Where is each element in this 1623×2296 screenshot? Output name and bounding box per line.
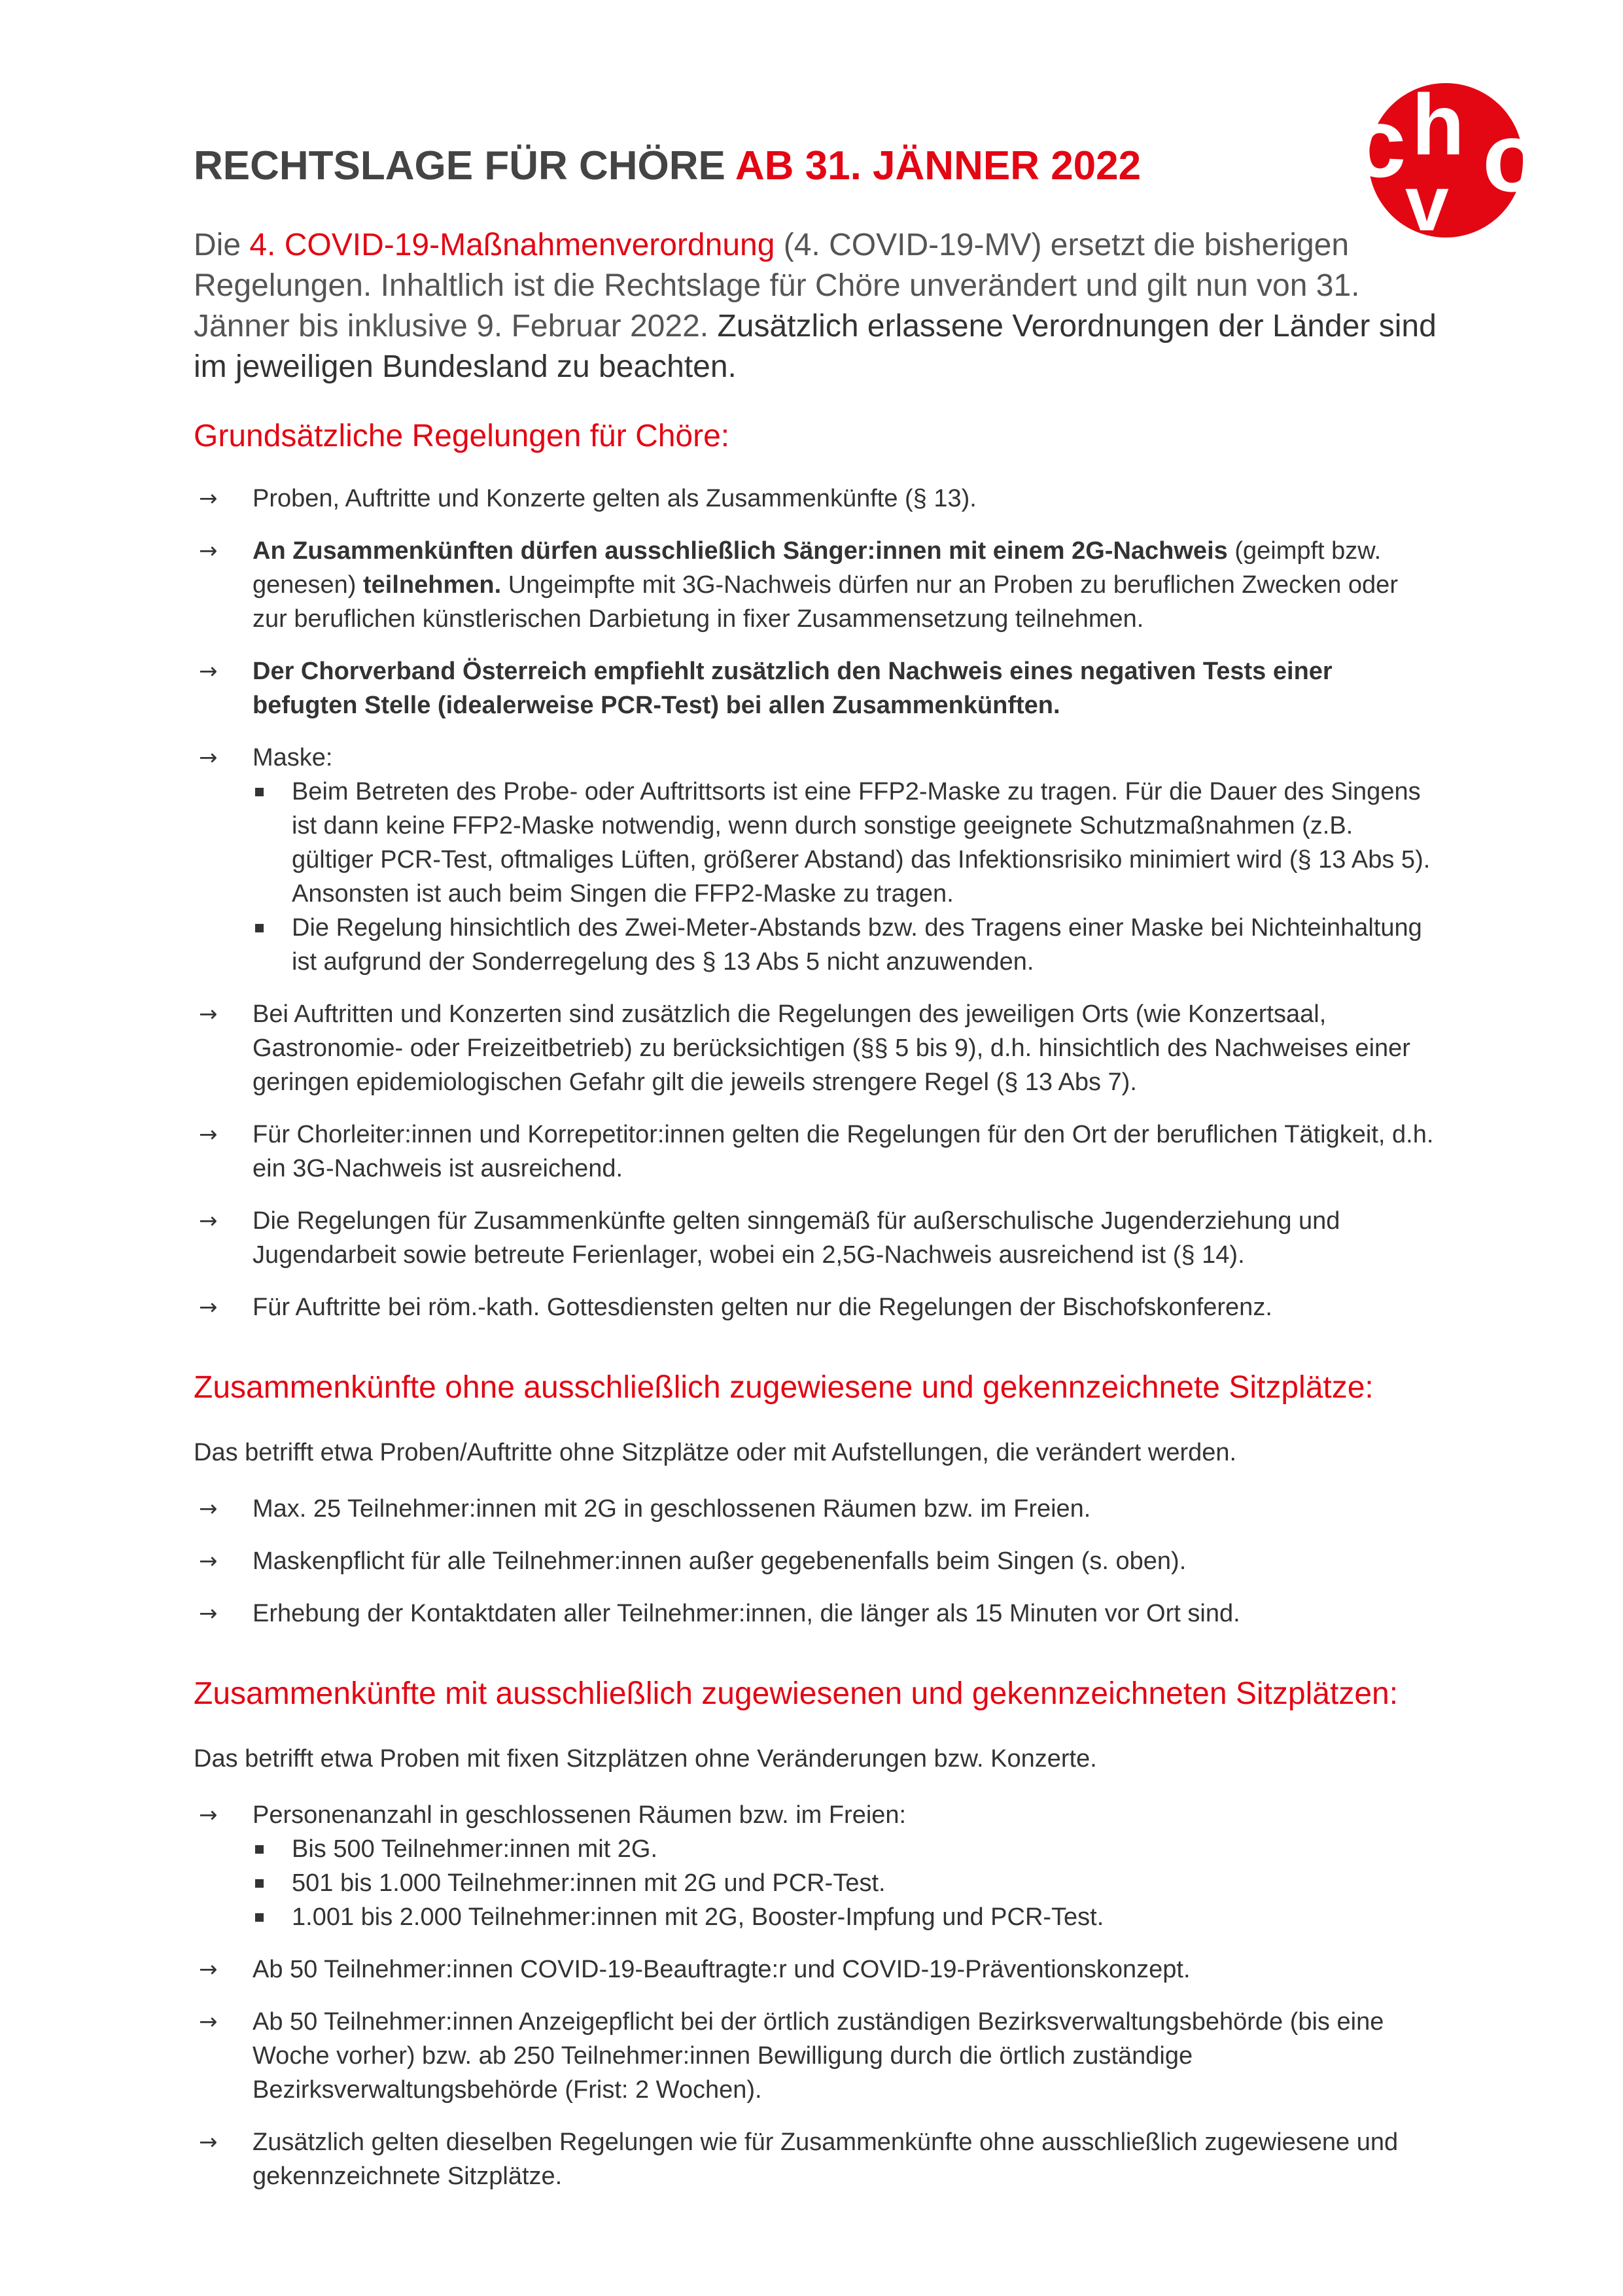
regulation-link[interactable]: 4. COVID-19-Maßnahmenverordnung	[249, 228, 775, 262]
arrow-icon: →	[199, 745, 218, 771]
item-text: Zusätzlich gelten dieselben Regelungen wie für Zusammenkünfte ohne ausschließlich zugewiesene und gekennzeichnete Sitzplätze.	[253, 2128, 1399, 2190]
list-item	[194, 1118, 1437, 1186]
item-bold-text: teilnehmen.	[363, 571, 502, 599]
arrow-icon: →	[199, 1496, 218, 1522]
intro-text-1: Die	[194, 228, 250, 262]
arrow-icon: →	[199, 1208, 218, 1234]
svg-text:v: v	[1405, 160, 1449, 242]
list-item	[194, 654, 1437, 722]
arrow-icon: →	[199, 2129, 218, 2155]
item-text: Personenanzahl in geschlossenen Räumen bzw. im Freien:	[253, 1801, 907, 1829]
svg-text:c: c	[1352, 88, 1406, 198]
item-text: (geimpft bzw. genesen)	[253, 537, 1382, 599]
sublist-item	[253, 1866, 1437, 1900]
title-part-1: RECHTSLAGE FÜR CHÖRE	[194, 143, 725, 188]
list-item	[194, 534, 1437, 636]
arrow-icon: →	[199, 1001, 218, 1027]
list-item	[194, 997, 1437, 1099]
item-text: Erhebung der Kontaktdaten aller Teilnehmer:innen, die länger als 15 Minuten vor Ort sind.	[253, 1600, 1240, 1627]
arrow-icon: →	[199, 1802, 218, 1828]
list-item	[194, 1492, 1437, 1526]
intro-paragraph	[194, 225, 1437, 387]
sublist-item	[253, 775, 1437, 911]
arrow-icon: →	[199, 658, 218, 684]
mask-sublist	[253, 775, 1437, 979]
item-text: Für Chorleiter:innen und Korrepetitor:innen gelten die Regelungen für den Ort der beruflichen Tätigkeit, d.h. ein 3G-Nachweis ist ausreichend.	[253, 1121, 1434, 1182]
square-bullet-icon	[255, 1913, 264, 1922]
arrow-icon: →	[199, 1548, 218, 1574]
square-bullet-icon	[255, 1879, 264, 1888]
item-text: Max. 25 Teilnehmer:innen mit 2G in geschlossenen Räumen bzw. im Freien.	[253, 1495, 1091, 1523]
section-heading-basic-rules: Grundsätzliche Regelungen für Chöre:	[194, 419, 730, 453]
list-item	[194, 2005, 1437, 2107]
basic-rules-list	[194, 482, 1437, 1324]
subitem-text: 1.001 bis 2.000 Teilnehmer:innen mit 2G, Booster-Impfung und PCR-Test.	[292, 1903, 1104, 1931]
item-text: Bei Auftritten und Konzerten sind zusätzlich die Regelungen des jeweiligen Orts (wie Konzertsaal, Gastronomie- oder Freizeitbetrieb) zu berücksichtigen (§§ 5 bis 9), d.h. hinsichtlich des Nachweises einer geringen epidemiologischen Gefahr gilt die jeweils strengere Regel (§ 13 Abs 7).	[253, 1000, 1410, 1096]
title-date: AB 31. JÄNNER 2022	[735, 143, 1142, 188]
svg-text:o: o	[1482, 102, 1543, 212]
intro-text-2: (4. COVID-19-MV) ersetzt die bisherigen Regelungen. Inhaltlich ist die Rechtslage für Chöre unverändert und gilt nun von 31. Jänner bis inklusive 9. Februar 2022.	[194, 228, 1360, 344]
section-lead-with-seats: Das betrifft etwa Proben mit fixen Sitzplätzen ohne Veränderungen bzw. Konzerte.	[194, 1745, 1097, 1773]
subitem-text: 501 bis 1.000 Teilnehmer:innen mit 2G und PCR-Test.	[292, 1869, 886, 1897]
arrow-icon: →	[199, 486, 218, 512]
arrow-icon: →	[199, 1600, 218, 1627]
sublist-item	[253, 1900, 1437, 1934]
item-text: Proben, Auftritte und Konzerte gelten als Zusammenkünfte (§ 13).	[253, 485, 977, 512]
section-lead-without-seats: Das betrifft etwa Proben/Auftritte ohne Sitzplätze oder mit Aufstellungen, die verändert werden.	[194, 1439, 1237, 1466]
item-text: Ab 50 Teilnehmer:innen Anzeigepflicht bei der örtlich zuständigen Bezirksverwaltungsbehörde (bis eine Woche vorher) bzw. ab 250 Teilnehmer:innen Bewilligung durch die örtlich zuständige Bezirksverwaltungsbehörde (Frist: 2 Wochen).	[253, 2008, 1384, 2104]
item-text: Für Auftritte bei röm.-kath. Gottesdiensten gelten nur die Regelungen der Bischofskonferenz.	[253, 1294, 1272, 1321]
list-item	[194, 1290, 1437, 1324]
arrow-icon: →	[199, 1122, 218, 1148]
without-seats-list	[194, 1492, 1437, 1631]
arrow-icon: →	[199, 2009, 218, 2035]
subitem-text: Die Regelung hinsichtlich des Zwei-Meter-Abstands bzw. des Tragens einer Maske bei Nichteinhaltung ist aufgrund der Sonderregelung des § 13 Abs 5 nicht anzuwenden.	[292, 914, 1422, 976]
subitem-text: Beim Betreten des Probe- oder Auftrittsorts ist eine FFP2-Maske zu tragen. Für die Dauer des Singens ist dann keine FFP2-Maske notwendig, wenn durch sonstige geeignete Schutzmaßnahmen (z.B. gültiger PCR-Test, oftmaliges Lüften, größerer Abstand) das Infektionsrisiko minimiert wird (§ 13 Abs 5). Ansonsten ist auch beim Singen die FFP2-Maske zu tragen.	[292, 778, 1431, 908]
arrow-icon: →	[199, 538, 218, 564]
item-text: Maskenpflicht für alle Teilnehmer:innen außer gegebenenfalls beim Singen (s. oben).	[253, 1547, 1187, 1575]
list-item	[194, 1544, 1437, 1578]
list-item	[194, 1597, 1437, 1631]
sublist-item	[253, 1832, 1437, 1866]
section-heading-without-seats: Zusammenkünfte ohne ausschließlich zugewiesene und gekennzeichnete Sitzplätze:	[194, 1370, 1374, 1405]
list-item	[194, 482, 1437, 516]
section-heading-with-seats: Zusammenkünfte mit ausschließlich zugewiesenen und gekennzeichneten Sitzplätzen:	[194, 1676, 1399, 1711]
item-bold-text: An Zusammenkünften dürfen ausschließlich Sänger:innen mit einem 2G-Nachweis	[253, 537, 1228, 565]
intro-text-3: Zusätzlich erlassene Verordnungen der Länder sind im jeweiligen Bundesland zu beachten.	[194, 309, 1437, 384]
list-item	[194, 1798, 1437, 1934]
item-text: Maske:	[253, 744, 333, 771]
list-item	[194, 2125, 1437, 2193]
item-text: Ab 50 Teilnehmer:innen COVID-19-Beauftragte:r und COVID-19-Präventionskonzept.	[253, 1956, 1191, 1983]
arrow-icon: →	[199, 1294, 218, 1320]
list-item	[194, 1952, 1437, 1987]
item-bold-text: Der Chorverband Österreich empfiehlt zusätzlich den Nachweis eines negativen Tests einer befugten Stelle (idealerweise PCR-Test) bei allen Zusammenkünften.	[253, 658, 1333, 719]
capacity-sublist	[253, 1832, 1437, 1934]
item-text: Die Regelungen für Zusammenkünfte gelten sinngemäß für außerschulische Jugenderziehung und Jugendarbeit sowie betreute Ferienlager, wobei ein 2,5G-Nachweis ausreichend ist (§ 14).	[253, 1207, 1340, 1269]
with-seats-list	[194, 1798, 1437, 2193]
list-item	[194, 1204, 1437, 1272]
subitem-text: Bis 500 Teilnehmer:innen mit 2G.	[292, 1835, 658, 1863]
arrow-icon: →	[199, 1956, 218, 1983]
sublist-item	[253, 911, 1437, 979]
square-bullet-icon	[255, 1845, 264, 1854]
page-title	[194, 143, 1141, 189]
svg-text:h: h	[1412, 79, 1465, 173]
chvo-logo	[1335, 79, 1557, 242]
content-body	[194, 416, 1437, 2212]
list-item	[194, 741, 1437, 979]
item-text: Ungeimpfte mit 3G-Nachweis dürfen nur an Proben zu beruflichen Zwecken oder zur beruflichen künstlerischen Darbietung in fixer Zusammensetzung teilnehmen.	[253, 571, 1398, 633]
square-bullet-icon	[255, 924, 264, 932]
square-bullet-icon	[255, 788, 264, 796]
